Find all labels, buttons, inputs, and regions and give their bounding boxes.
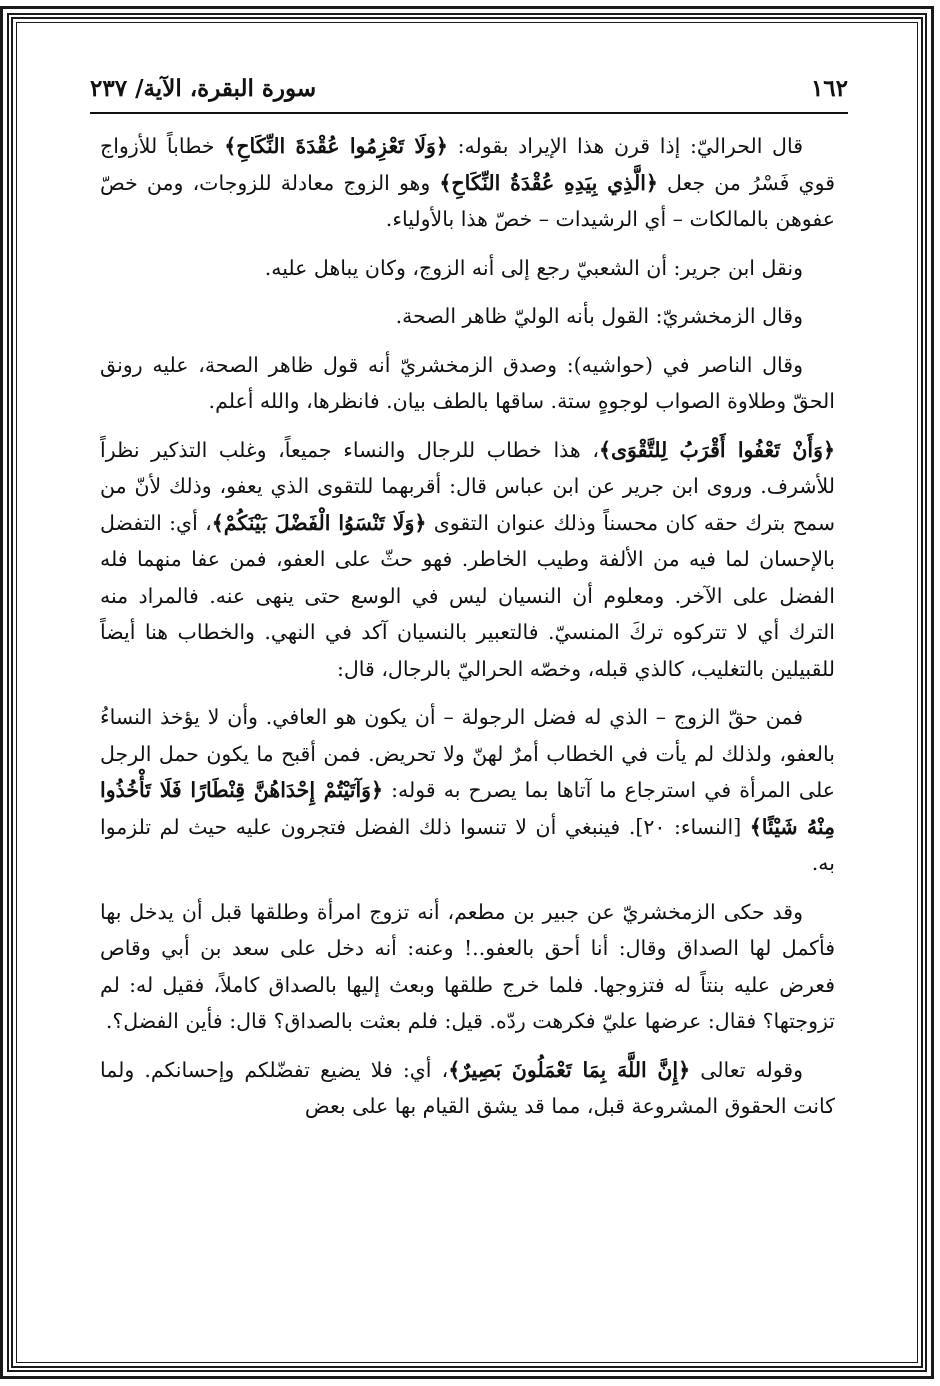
page-header [90, 68, 848, 108]
text-run: خطاباً للأزواج قوي فَسْرُ من جعل [100, 134, 835, 195]
text-run: ، هذا خطاب للرجال والنساء جميعاً، وغلب التذكير نظراً للأشرف. وروى ابن جرير عن ابن عباس قال: أقربهما للتقوى الذي يعفو، وذلك لأنّ من سمح بترك حقه كان محسناً وذلك عنوان التقوى [100, 437, 835, 535]
text-run: [النساء: ٢٠]. فينبغي أن لا تنسوا ذلك الفضل فتجرون عليه حيث لم تلزموا به. [100, 814, 835, 875]
quran-quote: ﴿وَآتَيْتُمْ إِحْدَاهُنَّ قِنْطَارًا فَلَا تَأْخُذُوا مِنْهُ شَيْئًا﴾ [100, 778, 835, 839]
paragraph [100, 128, 835, 238]
paragraph [100, 347, 835, 420]
quran-quote: ﴿وَلَا تَعْزِمُوا عُقْدَةَ النِّكَاحِ﴾ [224, 134, 448, 158]
page-number: ١٦٢ [810, 74, 848, 102]
paragraph [100, 699, 835, 882]
paragraph [100, 432, 835, 688]
text-run: وهو الزوج معادلة للزوجات، ومن خصّ عفوهن بالمالكات – أي الرشيدات – خصّ هذا بالأولياء. [100, 170, 835, 231]
paragraph [100, 894, 835, 1040]
text-run: وقوله تعالى [690, 1057, 803, 1082]
text-run: ونقل ابن جرير: أن الشعبيّ رجع إلى أنه الزوج، وكان يباهل عليه. [264, 255, 803, 280]
text-run: فمن حقّ الزوج – الذي له فضل الرجولة – أن يكون هو العافي. وأن لا يؤخذ النساءُ بالعفو، ولذلك لم يأت في الخطاب أمرٌ لهنّ ولا تحريض. فمن أقبح ما يكون حمل الرجل على المرأة في استرجاع ما آتاها بما يصرح به قوله: [100, 705, 835, 802]
paragraph [100, 298, 835, 335]
text-run: وقد حكى الزمخشريّ عن جبير بن مطعم، أنه تزوج امرأة وطلقها قبل أن يدخل بها فأكمل لها الصداق وقال: أنا أحق بالعفو..! وعنه: أنه دخل على سعد بن أبي وقاص فعرض عليه بنتاً له فتزوجها. فلما خرج طلقها وبعث إليها بالصداق كاملاً، فقيل له: لم تزوجتها؟ فقال: عرضها عليّ فكرهت ردّه. قيل: فلم بعثت بالصداق؟ قال: فأين الفضل؟. [100, 899, 835, 1033]
quran-quote: ﴿وَأَنْ تَعْفُوا أَقْرَبُ لِلتَّقْوَى﴾ [599, 437, 835, 462]
paragraph [100, 1052, 835, 1125]
header-divider [90, 112, 848, 114]
text-run: وقال الناصر في (حواشيه): وصدق الزمخشريّ أنه قول ظاهر الصحة، عليه رونق الحقّ وطلاوة الصواب لوجوهٍ ستة. ساقها بالطف بيان. فانظرها، والله أعلم. [100, 352, 835, 413]
text-run: ، أي: فلا يضيع تفضّلكم وإحسانكم. ولما كانت الحقوق المشروعة قبل، مما قد يشق القيام بها على بعض [100, 1057, 835, 1118]
quran-quote: ﴿إِنَّ اللَّهَ بِمَا تَعْمَلُونَ بَصِيرٌ﴾ [448, 1057, 691, 1082]
quran-quote: ﴿الَّذِي بِيَدِهِ عُقْدَةُ النِّكَاحِ﴾ [439, 170, 658, 195]
quran-quote: ﴿وَلَا تَنْسَوُا الْفَضْلَ بَيْنَكُمْ﴾ [211, 510, 427, 535]
running-title: سورة البقرة، الآية/ ٢٣٧ [90, 74, 317, 102]
text-run: ، أي: التفضل بالإحسان لما فيه من الألفة وطيب الخاطر. فهو حثّ على العفو، فمن عفا منهما فله الفضل على الآخر. ومعلوم أن النسيان ليس في الوسع حتى ينهى عنه. فالمراد منه الترك أي لا تتركوه تركَ المنسيّ. فالتعبير بالنسيان آكد في النهي. والخطاب هنا أيضاً للقبيلين بالتغليب، كالذي قبله، وخصّه الحراليّ بالرجال، قال: [100, 510, 835, 681]
page-body [100, 128, 835, 1298]
text-run: وقال الزمخشريّ: القول بأنه الوليّ ظاهر الصحة. [395, 304, 803, 328]
text-run: قال الحراليّ: إذا قرن هذا الإيراد بقوله: [447, 134, 804, 158]
paragraph [100, 250, 835, 287]
